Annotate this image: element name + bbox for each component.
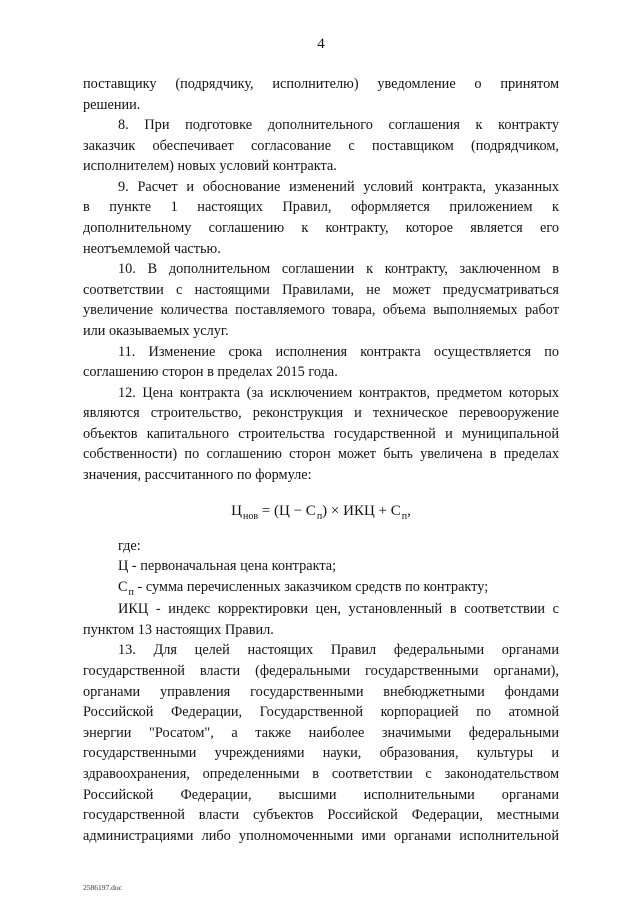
paragraph-8 [83, 115, 559, 177]
formula-result-symbol: Ц [231, 502, 242, 519]
formula-subscript: п [401, 510, 408, 522]
text-line: собственности) по соглашению сторон может быть увеличена в пределах [83, 446, 559, 463]
text-line: в пункте 1 настоящих Правил, оформляется приложением к [83, 199, 559, 216]
text-line: объектов капитального строительства государственной и муниципальной [83, 425, 559, 442]
paragraph-continuation [83, 74, 559, 115]
text-line: государственными учреждениями науки, образования, культуры и [83, 745, 559, 762]
price-formula [83, 486, 559, 536]
formula-legend [83, 536, 559, 641]
formula-subscript: п [316, 510, 323, 522]
text-line: увеличение количества поставляемого товара, объема выполняемых работ [83, 302, 559, 319]
legend-item [83, 577, 559, 600]
paragraph-12 [83, 383, 559, 486]
legend-symbol: С [118, 578, 128, 595]
text-line: дополнительному соглашению к контракту, которое является его [83, 220, 559, 237]
formula-expression-part: = (Ц − С [258, 502, 316, 519]
text-line: исполнителем) новых условий контракта. [83, 158, 337, 175]
legend-intro: где: [118, 537, 141, 554]
text-line: 12. Цена контракта (за исключением контрактов, предметом которых [118, 384, 559, 401]
paragraph-11 [83, 342, 559, 383]
text-line: пунктом 13 настоящих Правил. [83, 621, 274, 638]
paragraph-10 [83, 259, 559, 341]
formula-end: , [407, 502, 411, 519]
text-line: являются строительство, реконструкция и техническое перевооружение [83, 405, 559, 422]
legend-text: - сумма перечисленных заказчиком средств по контракту; [133, 578, 489, 595]
text-line: 8. При подготовке дополнительного соглашения к контракту [118, 117, 559, 134]
text-line: 11. Изменение срока исполнения контракта осуществляется по [118, 343, 559, 360]
legend-symbol-subscript: п [128, 586, 134, 598]
text-line: государственной власти (федеральными государственными органами), [83, 663, 559, 680]
text-line: поставщику (подрядчику, исполнителю) уведомление о принятом [83, 76, 559, 92]
text-line: заказчик обеспечивает согласование с поставщиком (подрядчиком, [83, 137, 559, 154]
text-line: здравоохранения, определенными в соответствии с законодательством [83, 765, 559, 782]
text-line: органами управления государственными внебюджетными фондами [83, 683, 559, 700]
page-number: 4 [317, 36, 325, 52]
text-line: администрациями либо уполномоченными ими органами исполнительной [83, 827, 559, 844]
file-name-footer: 2586197.doc [83, 883, 122, 892]
text-line: 9. Расчет и обоснование изменений условий контракта, указанных [118, 178, 559, 195]
text-line: Российской Федерации, высшими исполнительными органами [83, 786, 559, 803]
text-line: решении. [83, 96, 141, 113]
legend-item: Ц - первоначальная цена контракта; [118, 558, 337, 575]
document-body [83, 74, 559, 846]
formula-result-subscript: нов [242, 510, 259, 522]
formula-expression-part: ) × ИКЦ + С [322, 502, 401, 519]
text-line: Российской Федерации, Государственной корпорацией по атомной [83, 704, 559, 721]
text-line: 13. Для целей настоящих Правил федеральными органами [118, 642, 559, 659]
text-line: энергии "Росатом", а также наиболее значимыми федеральными [83, 724, 559, 741]
paragraph-13 [83, 640, 559, 846]
text-line: соглашению сторон в пределах 2015 года. [83, 364, 338, 381]
text-line: значения, рассчитанного по формуле: [83, 466, 312, 483]
text-line: или оказываемых услуг. [83, 322, 229, 339]
text-line: 10. В дополнительном соглашении к контракту, заключенном в [118, 261, 559, 278]
text-line: соответствии с настоящими Правилами, не может предусматриваться [83, 281, 559, 298]
legend-item: ИКЦ - индекс корректировки цен, установленный в соответствии с [118, 601, 559, 618]
paragraph-9 [83, 177, 559, 259]
text-line: неотъемлемой частью. [83, 240, 221, 257]
text-line: государственной власти субъектов Российской Федерации, местными [83, 807, 559, 824]
